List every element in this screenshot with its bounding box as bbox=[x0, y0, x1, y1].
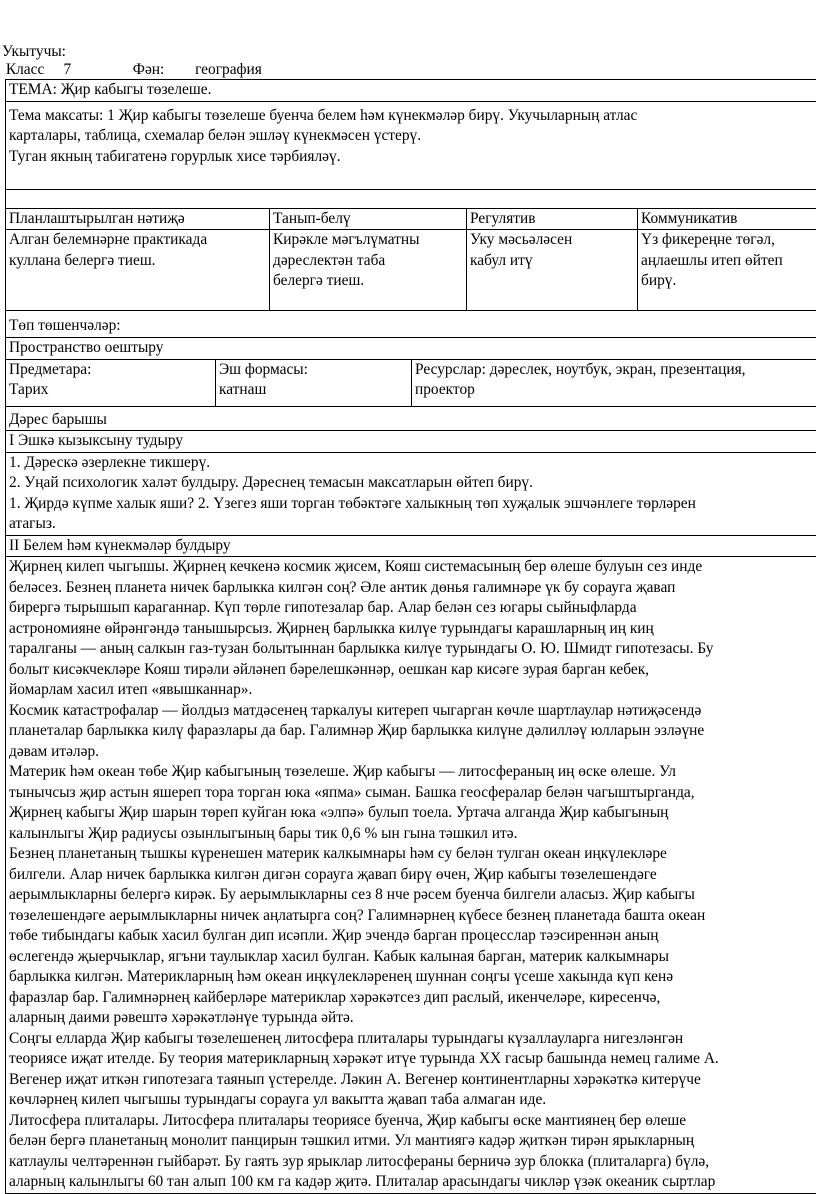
body-text-line: теориясе иҗат ителде. Бу теория материкларның хәрәкәт итүе турында XX гасыр башында немец галиме А. bbox=[9, 1049, 816, 1070]
lesson-title: Дәрес барышы bbox=[6, 406, 816, 431]
results-header-communicative: Коммуникатив bbox=[638, 208, 816, 230]
body-text-line: бирергә тырышып караганнар. Күп төрле гипотезалар бар. Алар белән сез югары сыйныфларда bbox=[9, 598, 816, 619]
body-text-line: планеталар барлыкка килү фаразлары да бар. Галимнәр Җир барлыкка килүне дәлилләү юлларын эзләүне bbox=[9, 721, 816, 742]
body-text-line: калынлыгы Җир радиусы озынлыгының бары тик 0,6 % ын гына тәшкил итә. bbox=[9, 824, 816, 845]
body-text-line: катлаулы челтәреннән гыйбарәт. Бу гаять зур ярыклар литосфераны берничә зур блокка (плиталарга) бүлә, bbox=[9, 1152, 816, 1173]
body-text-line: Космик катастрофалар — йолдыз матдәсенең таркалуы китереп чыгарган көчле шартлаулар нәтиҗәсендә bbox=[9, 701, 816, 722]
empty-row bbox=[6, 189, 816, 208]
work-form-cell: Эш формасы: катнаш bbox=[216, 359, 412, 406]
body-text-line: дәвам итәләр. bbox=[9, 742, 816, 763]
stage-1-title: I Эшкә кызыксыну тудыру bbox=[6, 431, 816, 453]
body-text-line: Литосфера плиталары. Литосфера плиталары теориясе буенча, Җир кабыгы өске мантиянең бер өлеше bbox=[9, 1111, 816, 1132]
body-text-line: аерымлыкларны белергә кирәк. Бу аерымлыкларны сез 8 нче рәсем буенча билгели аласыз. Җир кабыгы bbox=[9, 885, 816, 906]
lesson-plan-table bbox=[5, 79, 816, 1194]
stage-1-content bbox=[6, 452, 816, 535]
body-text-line: өслегендә җыерчыклар, ягъни таулыклар хасил булган. Кабык калыная барган, материк калкымнары bbox=[9, 947, 816, 968]
basic-concepts: Төп төшенчәләр: bbox=[6, 311, 816, 338]
resources-cell: Ресурслар: дәреслек, ноутбук, экран, презентация, проектор bbox=[412, 359, 816, 406]
results-cell-cognitive: Кирәкле мәгълүматны дәреслектән таба белергә тиеш. bbox=[270, 230, 467, 311]
goal-line: карталары, таблица, схемалар белән эшләү күнекмәсен үстерү. bbox=[9, 126, 816, 147]
body-text-line: астрономияне өйрәнгәндә танышырсыз. Җирнең барлыкка килүе турындагы карашларның иң киң bbox=[9, 619, 816, 640]
theme-text: ТЕМА: Җир кабыгы төзелеше. bbox=[9, 81, 211, 98]
body-text-line: төзелешендәге аерымлыкларны ничек аңлатырга соң? Галимнәрнең күбесе безнең планетада башта океан bbox=[9, 906, 816, 927]
body-text-line: Җирнең кабыгы Җир шарын төреп куйган юка «элпә» булып тоела. Уртача алганда Җир кабыгының bbox=[9, 803, 816, 824]
body-text-line: Материк һәм океан төбе Җир кабыгының төзелеше. Җир кабыгы — литосфераның иң өске өлеше. Ул bbox=[9, 762, 816, 783]
teacher-label: Укытучы: bbox=[2, 43, 66, 61]
stage-1-item: атагыз. bbox=[9, 514, 816, 535]
body-text-line: Безнең планетаның тышкы күренешен материк калкымнары һәм су белән тулган океан иңкүлекләре bbox=[9, 844, 816, 865]
body-text-line: барлыкка килгән. Материкларның һәм океан иңкүлекләренең шуннан соңгы үсеше хакында күп кенә bbox=[9, 967, 816, 988]
results-cell-planned: Алган белемнәрне практикада куллана белергә тиеш. bbox=[6, 230, 270, 311]
body-text-line: Җирнең килеп чыгышы. Җирнең кечкенә космик җисем, Кояш системасының бер өлеше булуын сез инде bbox=[9, 557, 816, 578]
stage-1-item: 2. Уңай психологик халәт булдыру. Дәреснең темасын максатларын өйтеп бирү. bbox=[9, 473, 816, 494]
body-text-line: Соңгы елларда Җир кабыгы төзелешенең литосфера плиталары турындагы күзаллауларга нигезләнгән bbox=[9, 1029, 816, 1050]
interdisciplinary-cell: Предметара: Тарих bbox=[6, 359, 216, 406]
stage-2-content bbox=[6, 557, 816, 1194]
body-text-line: Вегенер иҗат иткән гипотезага таянып үстерелде. Ләкин А. Вегенер континентларны хәрәкәткә китерүче bbox=[9, 1070, 816, 1091]
body-text-line: төбе тибындагы кабык хасил булган дип исәпли. Җир эчендә барган процесслар тәэсиреннән аның bbox=[9, 926, 816, 947]
stage-1-item: 1. Дәрескә әзерлекне тикшерү. bbox=[9, 453, 816, 474]
body-text-line: аларның даими рәвештә хәрәкәтләнүе турында әйтә. bbox=[9, 1008, 816, 1029]
body-text-line: белән бергә планетаның монолит панцирын тәшкил итми. Ул мантиягә кадәр җиткән тирән ярыкларның bbox=[9, 1131, 816, 1152]
goals-cell bbox=[6, 101, 816, 189]
class-subject-line: Класс 7 Фән: география bbox=[2, 61, 262, 79]
results-header-regulative: Регулятив bbox=[467, 208, 638, 230]
goal-line: Тема максаты: 1 Җир кабыгы төзелеше буенча белем һәм күнекмәләр бирү. Укучыларның атлас bbox=[9, 106, 816, 127]
body-text-line: көчләрнең килеп чыгышы турындагы сорауга ул вакытта җавап таба алмаган иде. bbox=[9, 1090, 816, 1111]
goal-line: Туган якның табигатенә горурлык хисе тәрбияләү. bbox=[9, 147, 816, 168]
stage-2-title: II Белем һәм күнекмәләр булдыру bbox=[6, 535, 816, 557]
stage-1-item: 1. Җирдә күпме халык яши? 2. Үзегез яши торган төбәктәге халыкның төп хуҗалык эшчәнлеге төрләрен bbox=[9, 494, 816, 515]
space-organization: Пространство оештыру bbox=[6, 338, 816, 360]
body-text-line: болыт кисәкчекләре Кояш тирәли әйләнеп бәрелешкәннәр, оешкан кар кисәге зурая барган кебек, bbox=[9, 660, 816, 681]
results-header-planned: Планлаштырылган нәтиҗә bbox=[6, 208, 270, 230]
theme-cell bbox=[6, 80, 816, 102]
body-text-line: йомарлам хасил итеп «явышканнар». bbox=[9, 680, 816, 701]
body-text-line: таралганы — аның салкын газ-тузан болытыннан барлыкка килүе турындагы О. Ю. Шмидт гипотезасы. Бу bbox=[9, 639, 816, 660]
results-cell-communicative: Үз фикереңне төгәл, аңлаешлы итеп өйтеп бирү. bbox=[638, 230, 816, 311]
results-cell-regulative: Уку мәсьәләсен кабул итү bbox=[467, 230, 638, 311]
body-text-line: аларның калынлыгы 60 тан алып 100 км га кадәр җитә. Плиталар арасындагы чикләр үзәк океаник сыртлар bbox=[9, 1172, 816, 1193]
body-text-line: беләсез. Безнең планета ничек барлыкка килгән соң? Әле антик дөнья галимнәре үк бу сорауга җавап bbox=[9, 578, 816, 599]
body-text-line: тынычсыз җир астын яшереп тора торган юка «япма» сыман. Башка геосфералар белән чагыштырганда, bbox=[9, 783, 816, 804]
body-text-line: билгели. Алар ничек барлыкка килгән дигән сорауга җавап бирү өчен, Җир кабыгы төзелешендәге bbox=[9, 865, 816, 886]
body-text-line: фаразлар бар. Галимнәрнең кайберләре материклар хәрәкәтсез дип раслый, икенчеләре, киресенчә, bbox=[9, 988, 816, 1009]
results-header-cognitive: Танып-белү bbox=[270, 208, 467, 230]
